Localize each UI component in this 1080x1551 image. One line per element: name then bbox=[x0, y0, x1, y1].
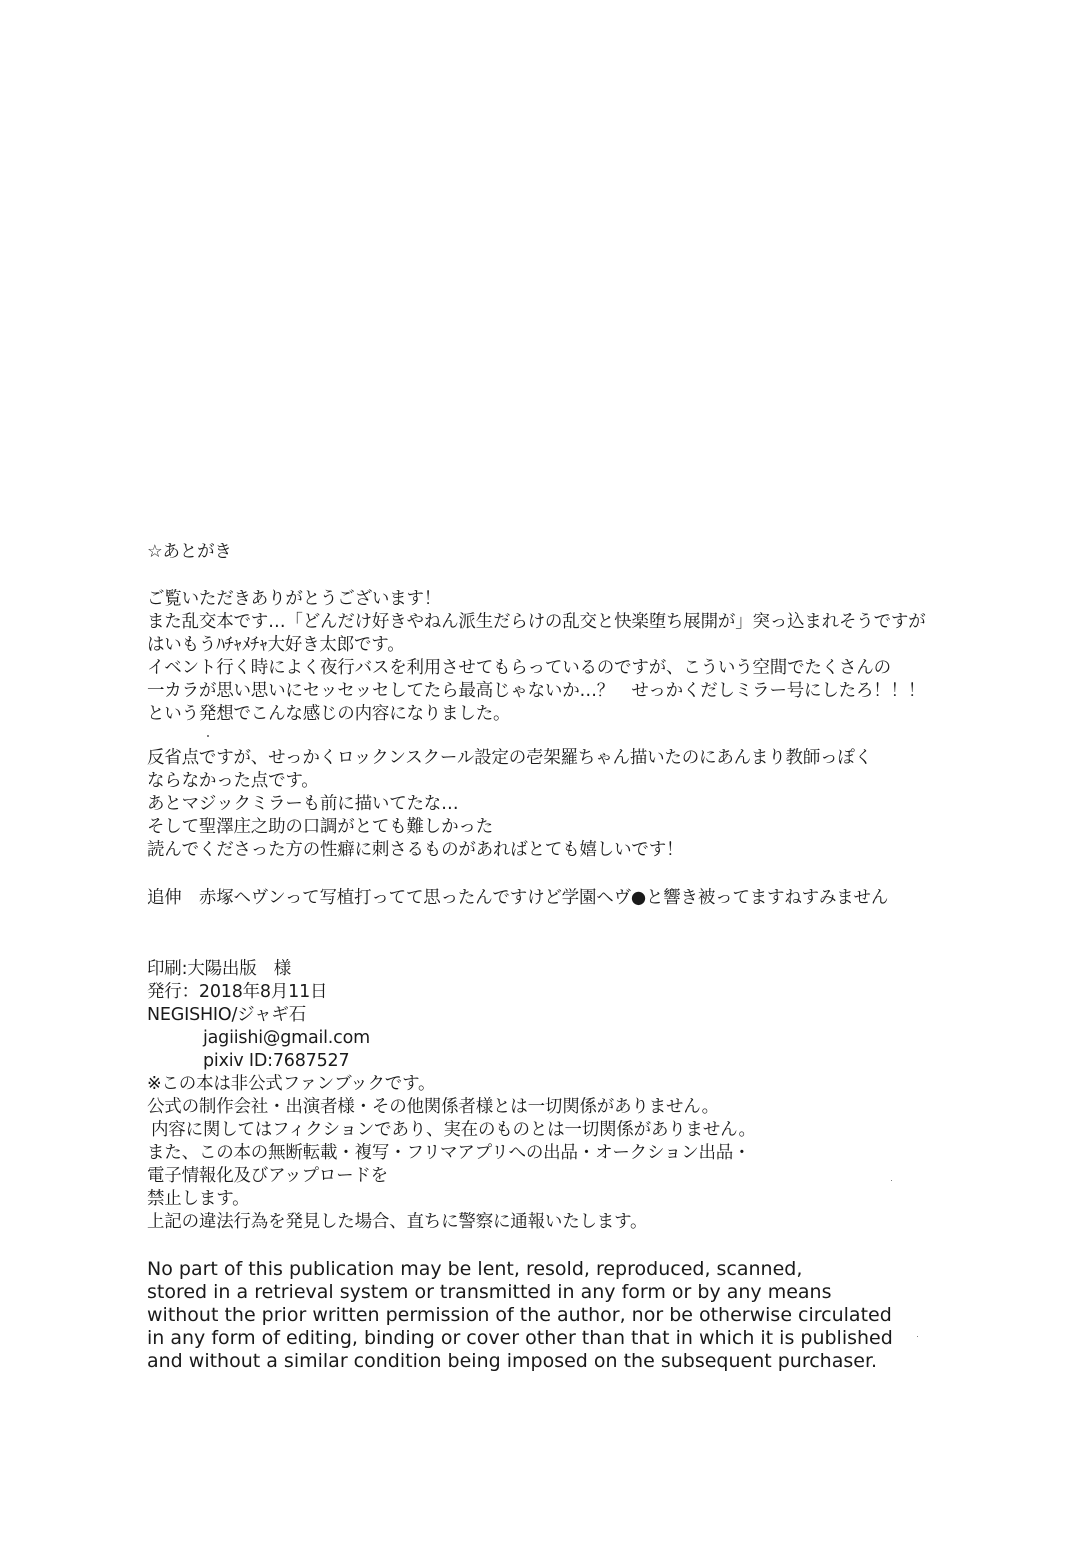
pixiv-id-line: pixiv ID:7687527 bbox=[203, 1051, 350, 1071]
afterword-paragraph-thanks bbox=[147, 588, 926, 726]
text-line: また乱交本です…「どんだけ好きやねん派生だらけの乱交と快楽堕ち展開が」突っ込まれそうですが bbox=[147, 612, 926, 632]
text-line: あとマジックミラーも前に描いてたな… bbox=[147, 794, 459, 814]
copyright-notice bbox=[147, 1258, 893, 1373]
legal-line: in any form of editing, binding or cover other than that in which it is published bbox=[147, 1327, 893, 1349]
text-line: そして聖澤庄之助の口調がとても難しかった bbox=[147, 817, 493, 837]
text-line: イベント行く時によく夜行バスを利用させてもらっているのですが、こういう空間でたくさんの bbox=[147, 658, 891, 678]
printer-line: 印刷:大陽出版 様 bbox=[147, 959, 292, 979]
afterword-postscript bbox=[147, 887, 888, 910]
legal-line: stored in a retrieval system or transmitted in any form or by any means bbox=[147, 1281, 832, 1303]
notice-line: 禁止します。 bbox=[147, 1189, 250, 1209]
postscript-line: 追伸 赤塚ヘヴンって写植打ってて思ったんですけど学園ヘヴ●と響き被ってますねすみません bbox=[147, 888, 889, 908]
text-line: 反省点ですが、せっかくロックンスクール設定の壱架羅ちゃん描いたのにあんまり教師っぽく bbox=[147, 748, 873, 768]
email-line: jagiishi@gmail.com bbox=[203, 1028, 370, 1048]
scan-speck bbox=[891, 1180, 892, 1181]
text-line: はいもうﾊﾁｬﾒﾁｬ大好き太郎です。 bbox=[147, 635, 405, 655]
text-line: という発想でこんな感じの内容になりました。 bbox=[147, 704, 511, 724]
text-line: ならなかった点です。 bbox=[147, 771, 319, 791]
notice-line: 公式の制作会社・出演者様・その他関係者様とは一切関係がありません。 bbox=[147, 1097, 719, 1117]
scan-speck bbox=[207, 735, 209, 737]
afterword-paragraph-reflection bbox=[147, 747, 872, 862]
legal-line: and without a similar condition being imposed on the subsequent purchaser. bbox=[147, 1350, 878, 1372]
text-line: 一カラが思い思いにセッセッセしてたら最高じゃないか…？ せっかくだしミラー号にしたろ！！！ bbox=[147, 681, 926, 701]
notice-line: また、この本の無断転載・複写・フリマアプリへの出品・オークション出品・ bbox=[147, 1143, 751, 1163]
scan-speck bbox=[917, 1336, 918, 1337]
colophon bbox=[147, 958, 756, 1234]
afterword-heading: ☆あとがき bbox=[147, 542, 232, 562]
legal-line: No part of this publication may be lent, resold, reproduced, scanned, bbox=[147, 1258, 803, 1280]
legal-line: without the prior written permission of the author, nor be otherwise circulated bbox=[147, 1304, 892, 1326]
text-line: ご覧いただきありがとうございます！ bbox=[147, 589, 442, 609]
notice-line: 内容に関してはフィクションであり、実在のものとは一切関係がありません。 bbox=[151, 1120, 756, 1140]
notice-line: ※この本は非公式ファンブックです。 bbox=[147, 1074, 436, 1094]
notice-line: 上記の違法行為を発見した場合、直ちに警察に通報いたします。 bbox=[147, 1212, 648, 1232]
issue-date-line: 発行：2018年8月11日 bbox=[147, 982, 328, 1002]
notice-line: 電子情報化及びアップロードを bbox=[147, 1166, 388, 1186]
circle-name-line: NEGISHIO/ジャギ石 bbox=[147, 1005, 307, 1025]
text-line: 読んでくださった方の性癖に刺さるものがあればとても嬉しいです！ bbox=[147, 840, 684, 860]
